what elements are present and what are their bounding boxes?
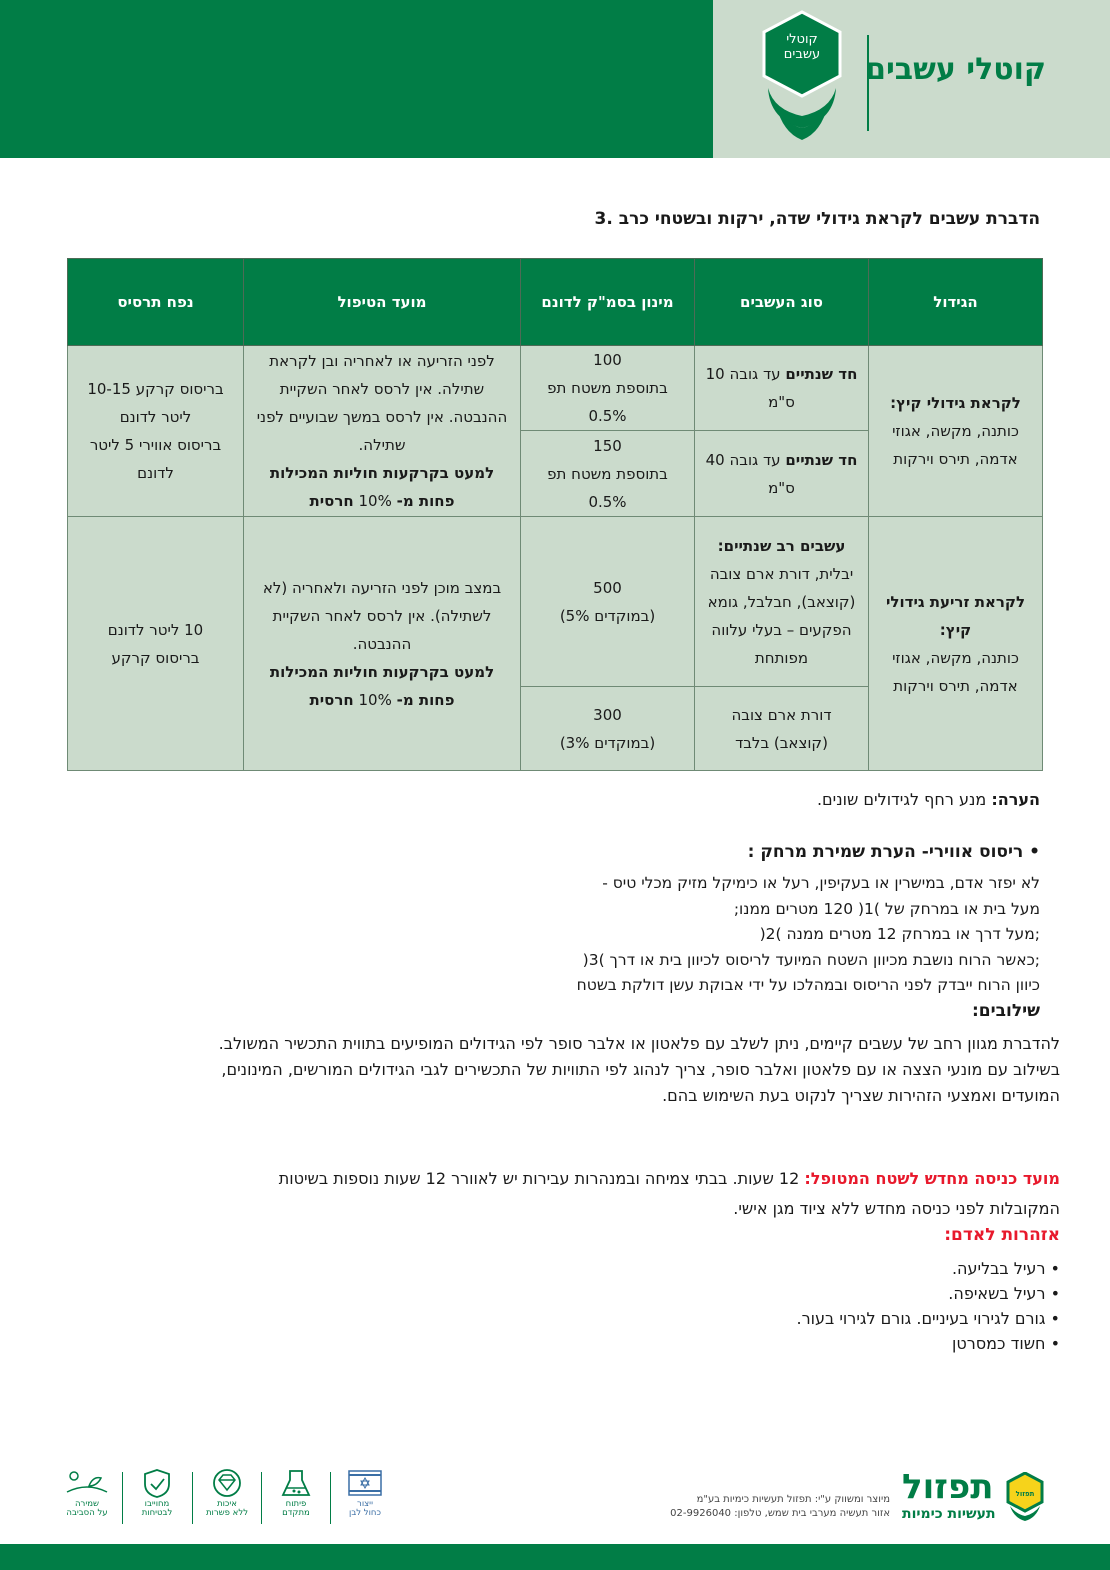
crop-label: לקראת זריעת גידולי קיץ: <box>885 592 1026 639</box>
dose-note: (במוקדים 5%) <box>559 606 656 625</box>
timing-cell <box>244 346 521 517</box>
company-subtitle: תעשיות כימיות <box>902 1506 996 1522</box>
company-badge-icon <box>1006 1472 1044 1522</box>
dose-value: 150 <box>593 436 622 455</box>
reentry-text <box>215 1164 1060 1224</box>
crop-label: לקראת גידולי קיץ: <box>890 394 1021 412</box>
note-text: מנע רחף לגידולים שונים. <box>816 790 992 809</box>
volume-line1: בריסוס קרקע 10-15 ליטר לדונם <box>87 380 224 426</box>
weed-cell <box>695 517 869 687</box>
reentry-body: 12 שעות. בבתי צמיחה ובמנהרות עבירות יש לאוורר 12 שעות נוספות בשיטות המקובלות לפני כניסה מחדש ללא ציוד מגן אישי. <box>278 1169 1060 1218</box>
timing-bold-2: פחות מ- <box>396 690 455 709</box>
aerial-line: ;כאשר הרוח נושבת מכיוון השטח המיועד לריסוס לכיוון בית או דרך )3( <box>582 950 1040 969</box>
weed-text: דורת ארם צובה (קוצאב) בלבד <box>731 705 832 752</box>
dose-value: 500 <box>593 578 622 597</box>
weed-cell <box>695 346 869 431</box>
warning-item: • חשוד כמסרטן <box>952 1334 1060 1353</box>
dose-value: 100 <box>593 351 622 369</box>
timing-bold-3: חרסית <box>309 492 354 510</box>
timing-text: לפני הזריעה או לאחריה ובן לקראת שתילה. אין לרסס לאחר השקיית ההנבטה. אין לרסס במשך שבועיים לפני שתילה. <box>256 352 508 454</box>
timing-bold: למעט בקרקעות חוליות המכילות <box>269 464 495 482</box>
weed-bold: חד שנתיים <box>785 450 858 469</box>
warning-item: • גורם לגירוי בעיניים. גורם לגירוי בעור. <box>796 1309 1060 1328</box>
timing-pct: 10% <box>353 690 397 709</box>
icon-label: פיתוח <box>285 1499 307 1509</box>
timing-bold-2: פחות מ- <box>396 492 455 510</box>
combinations-line: בשילוב עם מונעי הצצה או עם פלאטון ואלבר סופר, צריך לנהוג לפי התוויות של התכשירים לגבי הגידולים המורשים, המינונים, <box>221 1060 1060 1079</box>
icon-label: לבטיחות <box>141 1508 173 1518</box>
weed-text: יבלית, דורת ארם צובה (קוצאב), חבלבל, גומא הפקעים – בעלי עלווה מפותחת <box>707 564 856 667</box>
header-weed-type: סוג העשבים <box>695 259 869 346</box>
aerial-line: לא יפזר אדם, במישרין או בעקיפין, רעל או כימיקל מזיק מכלי טיס - <box>602 874 1040 892</box>
footer-icons <box>62 1468 392 1528</box>
combinations-line: להדברת מגוון רחב של עשבים קיימים, ניתן לשלב עם פלאטון או אלבר סופר לפי הגידולים המופיעים בתווית התכשיר המשולב. <box>218 1034 1060 1053</box>
maker-line2: אזור תעשיה מערבי בית שמש, טלפון: 02-9926040 <box>670 1508 890 1519</box>
weed-cell <box>695 687 869 771</box>
brand-title: קוטלי עשבים <box>865 52 1046 87</box>
crop-text: כותנה, מקשה, אגוזי אדמה, תירס וירקות <box>892 648 1019 695</box>
crop-cell <box>869 517 1043 771</box>
badge-text: תפזול <box>1015 1490 1035 1498</box>
combinations-title: שילובים: <box>971 1001 1040 1021</box>
weed-cell <box>695 431 869 517</box>
manufacturer-info <box>660 1493 890 1521</box>
aerial-lines <box>440 871 1040 999</box>
header-timing: מועד הטיפול <box>244 259 521 346</box>
icon-label: ייצור <box>357 1499 373 1509</box>
icon-label: מחוייבו <box>144 1499 170 1509</box>
dose-value: 300 <box>593 705 622 724</box>
header-crop: הגידול <box>869 259 1043 346</box>
header-green-band <box>0 0 713 158</box>
logo-text-line2: עשבים <box>783 47 821 62</box>
icon-divider <box>122 1472 123 1524</box>
icon-divider <box>261 1472 262 1524</box>
warnings-title: אזהרות לאדם: <box>944 1225 1060 1245</box>
crop-cell <box>869 346 1043 517</box>
table-row <box>68 517 1043 687</box>
shield-icon <box>132 1468 182 1518</box>
herbicide-table <box>67 258 1043 771</box>
combinations-text <box>215 1031 1060 1109</box>
volume-line1: 10 ליטר לדונם <box>107 620 204 639</box>
icon-label: איכות <box>217 1499 237 1509</box>
icon-label: כחול לבן <box>349 1508 381 1518</box>
aerial-line: כיוון הרוח ייבדק לפני הריסוס ובמהלכו על ידי אבוקת עשן דולקת בשטח <box>576 976 1040 994</box>
volume-line2: בריסוס קרקע <box>111 648 200 667</box>
dose-cell <box>521 687 695 771</box>
dose-note: בתוספת משטח תפ 0.5% <box>547 379 668 425</box>
header-dose: מינון בסמ"ק לדונם <box>521 259 695 346</box>
company-name: תפזול <box>902 1467 994 1507</box>
table-header-row <box>68 259 1043 346</box>
footer-bar <box>0 1544 1110 1570</box>
weed-text: עד גובה 40 ס"מ <box>705 450 795 497</box>
dose-cell <box>521 346 695 431</box>
maker-line1: מיוצר ומשווק ע"י: תפזול תעשיות כימיות בע"מ <box>696 1494 890 1505</box>
icon-label: ללא פשרות <box>205 1508 249 1518</box>
volume-cell <box>68 346 244 517</box>
dose-note: בתוספת משטח תפ 0.5% <box>547 464 668 511</box>
dose-cell <box>521 517 695 687</box>
note-label: הערה: <box>991 790 1040 809</box>
timing-bold-3: חרסית <box>309 690 354 709</box>
product-logo <box>760 10 844 144</box>
warning-item: • רעיל בשאיפה. <box>948 1284 1060 1303</box>
weed-text: עד גובה 10 ס"מ <box>705 365 795 411</box>
icon-divider <box>330 1472 331 1524</box>
icon-label: שמירה <box>74 1499 100 1509</box>
company-logo <box>898 1468 1048 1530</box>
table-row <box>68 346 1043 431</box>
timing-pct: 10% <box>353 492 397 510</box>
crop-text: כותנה, מקשה, אגוזי אדמה, תירס וירקות <box>892 422 1019 468</box>
dose-cell <box>521 431 695 517</box>
aerial-line: ;מעל דרך או במרחק 12 מטרים ממנה )2( <box>759 925 1040 943</box>
warning-item: • רעיל בבליעה. <box>951 1259 1060 1278</box>
timing-text: במצב מוכן לפני הזריעה ולאחריה (לא לשתילה). אין לרסס לאחר השקיית ההנבטה. <box>262 578 502 653</box>
timing-cell <box>244 517 521 771</box>
note <box>817 790 1040 809</box>
volume-cell <box>68 517 244 771</box>
israel-flag-icon <box>340 1468 390 1518</box>
weed-bold: חד שנתיים <box>785 365 858 383</box>
leaf-hexagon-icon <box>760 10 844 144</box>
reentry-label: מועד כניסה מחדש לשטח המטופל: <box>804 1169 1060 1188</box>
icon-divider <box>192 1472 193 1524</box>
icon-label: מתקדם <box>282 1508 310 1518</box>
aerial-title: • ריסוס אווירי- הערת שמירת מרחק : <box>747 842 1040 862</box>
header-spray-volume: נפח תרסיס <box>68 259 244 346</box>
volume-line2: בריסוס אווירי 5 ליטר לדונם <box>89 436 222 482</box>
timing-bold: למעט בקרקעות חוליות המכילות <box>269 662 495 681</box>
quality-diamond-icon <box>202 1468 252 1518</box>
combinations-line: המועדים ואמצעי הזהירות שצריך לנקוט בעת השימוש בהם. <box>662 1086 1060 1105</box>
icon-label: על הסביבה <box>66 1508 108 1518</box>
warnings-list <box>560 1256 1060 1356</box>
aerial-line: מעל בית או במרחק של )1( 120 מטרים ממנו; <box>733 899 1040 918</box>
weed-bold: עשבים רב שנתיים: <box>717 536 846 555</box>
section-title: הדברת עשבים לקראת גידולי שדה, ירקות ובשטחי כרב .3 <box>594 209 1040 229</box>
logo-text-line1: קוטלי <box>786 32 818 47</box>
lab-flask-icon <box>271 1468 321 1518</box>
dose-note: (במוקדים 3%) <box>559 733 656 752</box>
environment-icon <box>62 1468 112 1518</box>
